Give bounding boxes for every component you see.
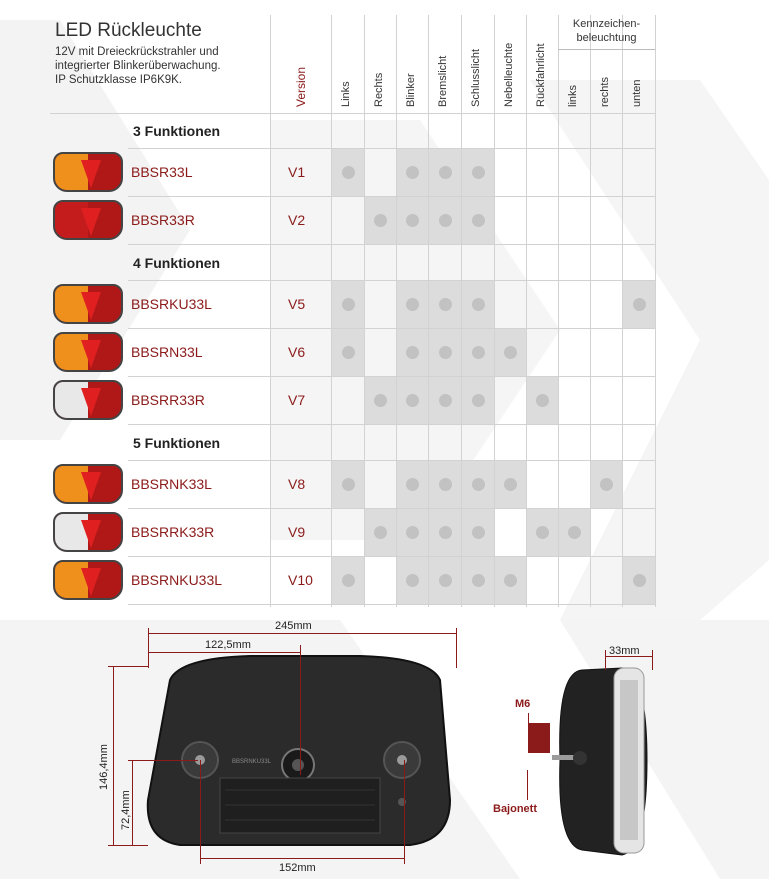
row-divider xyxy=(128,280,655,281)
product-code: BBSRNK33L xyxy=(131,476,212,492)
feature-dot-icon xyxy=(439,526,452,539)
reflector-triangle-icon xyxy=(81,208,101,236)
feature-dot-icon xyxy=(472,478,485,491)
product-code: BBSR33L xyxy=(131,164,193,180)
row-divider xyxy=(128,424,655,425)
version-code: V7 xyxy=(288,392,306,408)
lamp-thumbnail xyxy=(53,464,123,504)
version-code: V6 xyxy=(288,344,306,360)
lamp-thumbnail xyxy=(53,200,123,240)
dimension-height-mount: 72,4mm xyxy=(120,790,132,830)
reflector-triangle-icon xyxy=(81,520,101,548)
dimension-tick xyxy=(148,628,149,668)
feature-dot-icon xyxy=(342,346,355,359)
feature-dot-icon xyxy=(568,526,581,539)
feature-dot-icon xyxy=(342,166,355,179)
feature-dot-icon xyxy=(406,214,419,227)
dimension-line-height xyxy=(113,666,114,846)
column-header: rechts xyxy=(599,77,611,107)
dimension-tick xyxy=(404,760,405,864)
housing-print: BBSRNKU33L xyxy=(232,759,272,765)
page-subtitle xyxy=(55,45,270,87)
feature-dot-icon xyxy=(406,526,419,539)
feature-dot-icon xyxy=(406,298,419,311)
group-heading: 3 Funktionen xyxy=(133,123,221,139)
feature-dot-icon xyxy=(504,574,517,587)
product-code: BBSRRK33R xyxy=(131,524,215,540)
row-divider xyxy=(128,328,655,329)
version-code: V2 xyxy=(288,212,306,228)
dimension-tick xyxy=(108,845,148,846)
feature-dot-icon xyxy=(472,214,485,227)
dimension-tick xyxy=(652,650,653,670)
feature-dot-icon xyxy=(504,478,517,491)
subtitle-line: IP Schutzklasse IP6K9K. xyxy=(55,74,182,86)
label-leader xyxy=(528,713,529,723)
product-code: BBSRN33L xyxy=(131,344,203,360)
product-code: BBSRKU33L xyxy=(131,296,212,312)
feature-dot-icon xyxy=(406,166,419,179)
lamp-thumbnail xyxy=(53,512,123,552)
dimension-tick xyxy=(605,650,606,670)
feature-dot-icon xyxy=(439,574,452,587)
product-code: BBSRR33R xyxy=(131,392,205,408)
feature-dot-icon xyxy=(600,478,613,491)
lamp-thumbnail xyxy=(53,152,123,192)
feature-dot-icon xyxy=(439,166,452,179)
feature-dot-icon xyxy=(406,574,419,587)
plate-group-divider xyxy=(558,49,655,50)
feature-dot-icon xyxy=(342,574,355,587)
feature-dot-icon xyxy=(439,478,452,491)
label-bajonett: Bajonett xyxy=(493,803,537,815)
product-code: BBSR33R xyxy=(131,212,195,228)
feature-dot-icon xyxy=(439,214,452,227)
feature-dot-icon xyxy=(406,346,419,359)
feature-dot-icon xyxy=(633,574,646,587)
dimension-depth: 33mm xyxy=(609,645,640,657)
plate-group-line: Kennzeichen- xyxy=(572,18,641,30)
column-header: Blinker xyxy=(405,73,417,107)
feature-dot-icon xyxy=(439,346,452,359)
dimension-bolt-spacing: 152mm xyxy=(279,862,316,874)
lamp-thumbnail xyxy=(53,332,123,372)
lamp-thumbnail xyxy=(53,284,123,324)
version-column-line xyxy=(270,15,271,607)
reflector-triangle-icon xyxy=(81,568,101,596)
version-code: V1 xyxy=(288,164,306,180)
plate-group-header xyxy=(558,17,655,45)
column-header: links xyxy=(567,84,579,107)
subtitle-line: integrierter Blinkerüberwachung. xyxy=(55,60,221,72)
group-heading: 4 Funktionen xyxy=(133,255,221,271)
column-header: Nebelleuchte xyxy=(503,42,515,107)
lamp-thumbnail xyxy=(53,380,123,420)
feature-dot-icon xyxy=(472,166,485,179)
version-code: V9 xyxy=(288,524,306,540)
column-header-version: Version xyxy=(294,66,308,107)
feature-dot-icon xyxy=(342,478,355,491)
feature-dot-icon xyxy=(406,478,419,491)
feature-dot-icon xyxy=(633,298,646,311)
feature-dot-icon xyxy=(472,346,485,359)
plate-group-line: beleuchtung xyxy=(576,32,637,44)
column-header: Links xyxy=(340,81,352,107)
row-divider xyxy=(128,604,655,605)
feature-dot-icon xyxy=(342,298,355,311)
feature-dot-icon xyxy=(536,526,549,539)
dimension-tick xyxy=(108,666,148,667)
column-header: Rechts xyxy=(373,72,385,107)
side-view-photo xyxy=(552,660,662,860)
dimension-line-mount xyxy=(132,760,133,846)
label-m6: M6 xyxy=(515,698,531,710)
row-divider xyxy=(128,556,655,557)
reflector-triangle-icon xyxy=(81,388,101,416)
column-header: Rückfahrlicht xyxy=(535,43,547,107)
table-column-line xyxy=(655,15,656,607)
dimension-tick xyxy=(200,760,201,864)
subtitle-line: 12V mit Dreieckrückstrahler und xyxy=(55,46,219,58)
feature-dot-icon xyxy=(374,526,387,539)
reflector-triangle-icon xyxy=(81,340,101,368)
feature-dot-icon xyxy=(374,394,387,407)
feature-dot-icon xyxy=(406,394,419,407)
dimension-line-bolts xyxy=(200,858,404,859)
feature-dot-icon xyxy=(472,298,485,311)
header-divider xyxy=(50,113,655,114)
label-leader-diag xyxy=(528,723,550,753)
dimension-width-half: 122,5mm xyxy=(205,639,251,651)
version-code: V10 xyxy=(288,572,313,588)
version-code: V8 xyxy=(288,476,306,492)
feature-dot-icon xyxy=(472,526,485,539)
feature-dot-icon xyxy=(536,394,549,407)
dimension-tick xyxy=(456,628,457,668)
group-heading: 5 Funktionen xyxy=(133,435,221,451)
feature-dot-icon xyxy=(374,214,387,227)
feature-dot-icon xyxy=(472,574,485,587)
row-divider xyxy=(128,148,655,149)
version-code: V5 xyxy=(288,296,306,312)
feature-dot-icon xyxy=(439,298,452,311)
dimension-width-total: 245mm xyxy=(275,620,312,632)
table-column-line xyxy=(590,15,591,607)
dimension-tick xyxy=(300,645,301,775)
column-header: unten xyxy=(631,79,643,107)
table-column-line xyxy=(494,15,495,607)
row-divider xyxy=(128,244,655,245)
page-header xyxy=(55,20,270,87)
reflector-triangle-icon xyxy=(81,472,101,500)
feature-dot-icon xyxy=(504,346,517,359)
reflector-triangle-icon xyxy=(81,292,101,320)
dimension-line-width xyxy=(148,633,457,634)
feature-dot-icon xyxy=(439,394,452,407)
dimension-tick xyxy=(128,760,198,761)
column-header: Schlusslicht xyxy=(470,48,482,107)
dimension-line-half xyxy=(148,652,301,653)
row-divider xyxy=(128,460,655,461)
page-title: LED Rückleuchte xyxy=(55,20,202,41)
lamp-thumbnail xyxy=(53,560,123,600)
reflector-triangle-icon xyxy=(81,160,101,188)
dimension-height-total: 146,4mm xyxy=(98,744,110,790)
feature-dot-icon xyxy=(472,394,485,407)
label-leader xyxy=(527,770,528,800)
product-code: BBSRNKU33L xyxy=(131,572,223,588)
column-header: Bremslicht xyxy=(437,55,449,107)
